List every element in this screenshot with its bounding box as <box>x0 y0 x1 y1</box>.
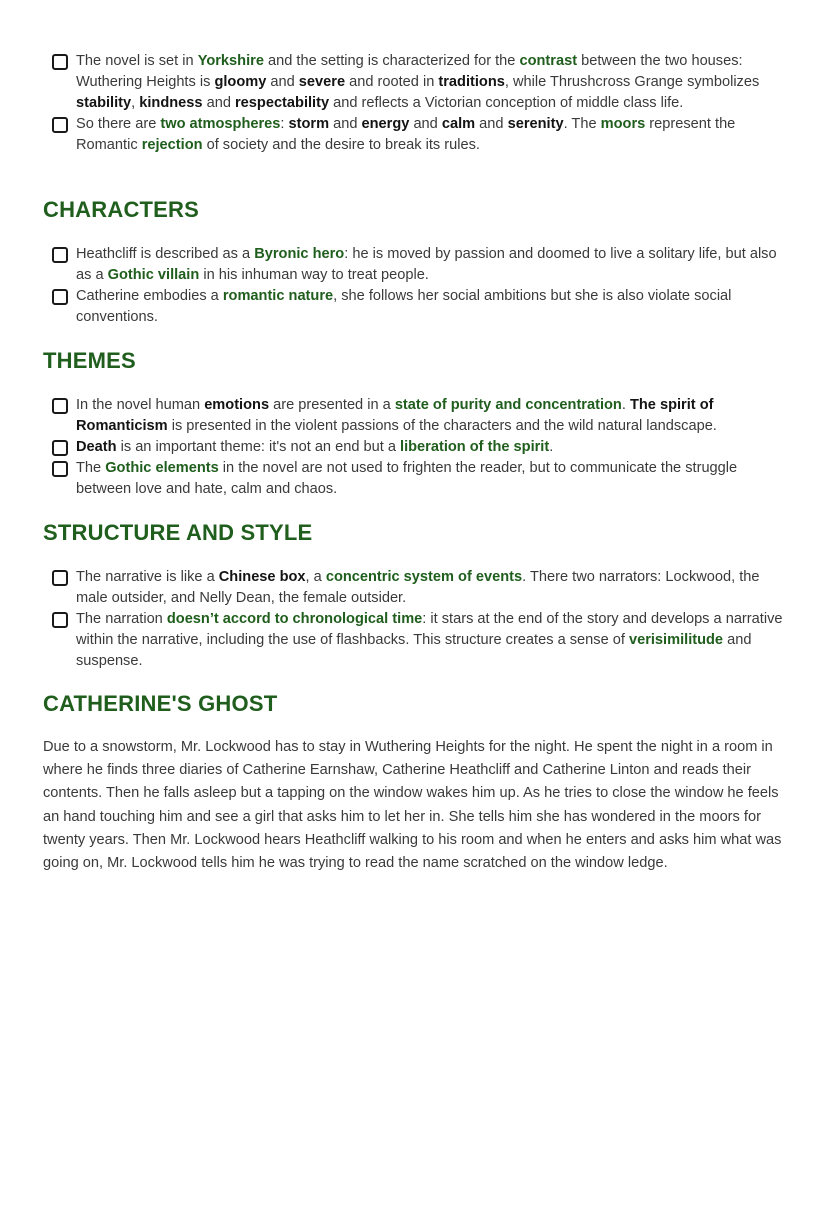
checkbox-icon[interactable] <box>52 612 68 628</box>
list-item: So there are two atmospheres: storm and energy and calm and serenity. The moors represent the Romantic rejection of society and the desire to break its rules. <box>52 114 792 156</box>
list-item: The narration doesn’t accord to chronological time: it stars at the end of the story and develops a narrative within the narrative, including the use of flashbacks. This structure creates a sense of verisimilitude and suspense. <box>52 609 792 672</box>
structure-list <box>52 567 792 672</box>
themes-list <box>52 395 792 500</box>
setting-list <box>52 51 792 156</box>
list-item: The Gothic elements in the novel are not used to frighten the reader, but to communicate the struggle between love and hate, calm and chaos. <box>52 458 792 500</box>
section-heading-themes: THEMES <box>43 348 136 373</box>
list-item: Death is an important theme: it's not an end but a liberation of the spirit. <box>52 437 792 458</box>
checkbox-icon[interactable] <box>52 289 68 305</box>
list-item: The novel is set in Yorkshire and the setting is characterized for the contrast between the two houses: Wuthering Heights is gloomy and severe and rooted in traditions, while Thrushcross Grange symbolizes stability, kindness and respectability and reflects a Victorian conception of middle class life. <box>52 51 792 114</box>
list-item: The narrative is like a Chinese box, a concentric system of events. There two narrators: Lockwood, the male outsider, and Nelly Dean, the female outsider. <box>52 567 792 609</box>
section-heading-characters: CHARACTERS <box>43 197 199 222</box>
list-item: Heathcliff is described as a Byronic hero: he is moved by passion and doomed to live a solitary life, but also as a Gothic villain in his inhuman way to treat people. <box>52 244 792 286</box>
ghost-paragraph: Due to a snowstorm, Mr. Lockwood has to stay in Wuthering Heights for the night. He spent the night in a room in where he finds three diaries of Catherine Earnshaw, Catherine Heathcliff and Catherine Linton and reads their contents. Then he falls asleep but a tapping on the window wakes him up. As he tries to close the window he feels an hand touching him and see a girl that asks him to let her in. She tells him she has wondered in the moors for twenty years. Then Mr. Lockwood hears Heathcliff walking to his room and when he enters and asks him what was going on, Mr. Lockwood tells him he was trying to read the name scratched on the window ledge. <box>43 739 782 872</box>
checkbox-icon[interactable] <box>52 570 68 586</box>
section-heading-ghost: CATHERINE'S GHOST <box>43 691 278 716</box>
checkbox-icon[interactable] <box>52 398 68 414</box>
section-heading-structure: STRUCTURE AND STYLE <box>43 520 313 545</box>
checkbox-icon[interactable] <box>52 54 68 70</box>
list-item: Catherine embodies a romantic nature, she follows her social ambitions but she is also violate social conventions. <box>52 286 792 328</box>
checkbox-icon[interactable] <box>52 440 68 456</box>
checkbox-icon[interactable] <box>52 247 68 263</box>
checkbox-icon[interactable] <box>52 117 68 133</box>
characters-list <box>52 244 792 328</box>
list-item: In the novel human emotions are presented in a state of purity and concentration. The spirit of Romanticism is presented in the violent passions of the characters and the wild natural landscape. <box>52 395 792 437</box>
checkbox-icon[interactable] <box>52 461 68 477</box>
